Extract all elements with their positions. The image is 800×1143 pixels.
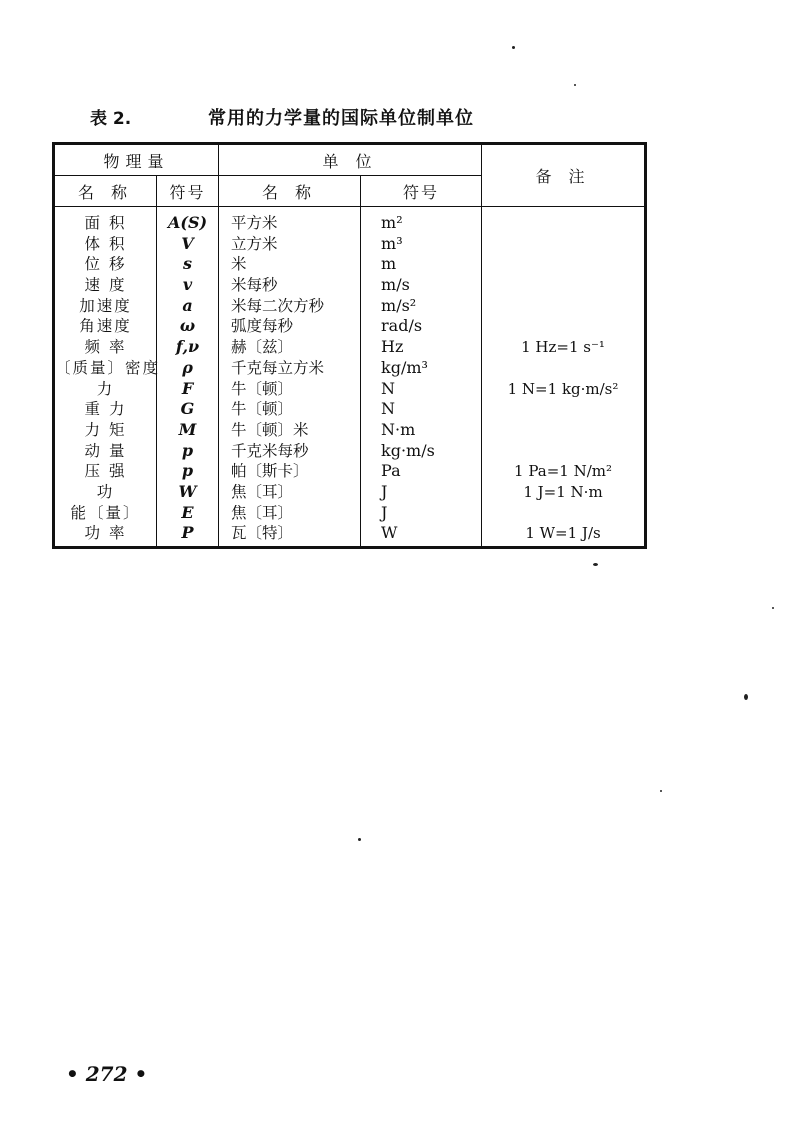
cell-quantity-symbol: ρ bbox=[182, 357, 193, 377]
cell-unit-name: 千克每立方米 bbox=[231, 358, 325, 377]
cell-unit-symbol: rad/s bbox=[381, 316, 423, 336]
cell-unit-symbol: N·m bbox=[381, 419, 416, 439]
cell-quantity-symbol: F bbox=[181, 378, 194, 398]
cell-quantity-symbol: v bbox=[182, 275, 193, 295]
scan-speck bbox=[744, 694, 748, 700]
column-unit-names bbox=[219, 207, 361, 548]
cell-quantity-name: 位 移 bbox=[84, 255, 127, 274]
cell-quantity-name: 压 强 bbox=[84, 462, 127, 481]
cell-note bbox=[482, 316, 644, 337]
cell-note bbox=[482, 503, 644, 524]
cell-quantity-name: 加速度 bbox=[79, 296, 132, 315]
cell-quantity-symbol: p bbox=[181, 461, 194, 481]
cell-quantity-symbol: E bbox=[181, 502, 194, 522]
scan-speck bbox=[512, 46, 515, 49]
cell-unit-name: 平方米 bbox=[231, 214, 278, 232]
cell-unit-symbol: m² bbox=[381, 213, 403, 232]
cell-quantity-name: 功 bbox=[96, 482, 115, 501]
cell-note: 1 J=1 N·m bbox=[523, 482, 603, 501]
scan-speck bbox=[772, 607, 774, 609]
cell-unit-name: 千克米每秒 bbox=[231, 441, 309, 460]
cell-unit-name: 赫〔兹〕 bbox=[231, 338, 294, 357]
cell-unit-name: 米每二次方秒 bbox=[231, 296, 325, 315]
cell-unit-symbol: N bbox=[381, 399, 396, 419]
cell-note bbox=[482, 275, 644, 296]
scan-speck bbox=[660, 790, 662, 792]
cell-quantity-symbol: p bbox=[181, 440, 194, 460]
cell-quantity-symbol: a bbox=[182, 295, 193, 315]
cell-unit-symbol: m³ bbox=[381, 233, 403, 253]
cell-quantity-name: 力 矩 bbox=[84, 420, 127, 439]
cell-quantity-symbol: ω bbox=[179, 316, 196, 336]
cell-quantity-symbol: f,ν bbox=[175, 337, 200, 357]
cell-unit-name: 焦〔耳〕 bbox=[231, 503, 294, 522]
column-unit-symbols bbox=[361, 207, 482, 548]
cell-quantity-name: 力 bbox=[96, 379, 115, 398]
cell-unit-name: 弧度每秒 bbox=[231, 317, 294, 336]
cell-note bbox=[482, 399, 644, 420]
cell-note: 1 Pa=1 N/m² bbox=[514, 462, 612, 481]
cell-quantity-name: 〔质量〕密度 bbox=[55, 358, 161, 377]
cell-note: 1 N=1 kg·m/s² bbox=[507, 379, 619, 398]
cell-quantity-symbol: G bbox=[180, 399, 195, 419]
header-unit-name: 名 称 bbox=[219, 176, 361, 207]
cell-quantity-symbol: P bbox=[181, 523, 194, 543]
cell-unit-symbol: m/s² bbox=[381, 295, 417, 315]
cell-unit-symbol: m bbox=[381, 254, 397, 274]
cell-quantity-symbol: A(S) bbox=[167, 213, 208, 232]
table-caption-label: 表 2. bbox=[90, 109, 132, 129]
cell-note bbox=[482, 254, 644, 275]
table-caption-title: 常用的力学量的国际单位制单位 bbox=[208, 108, 474, 129]
column-quantity-symbols bbox=[157, 207, 219, 548]
cell-unit-symbol: kg/m³ bbox=[381, 357, 428, 377]
cell-unit-symbol: N bbox=[381, 378, 396, 398]
cell-quantity-name: 速 度 bbox=[84, 276, 127, 295]
cell-quantity-name: 面 积 bbox=[84, 214, 127, 232]
cell-unit-name: 米每秒 bbox=[231, 276, 278, 295]
cell-unit-name: 牛〔顿〕米 bbox=[231, 420, 309, 439]
cell-quantity-symbol: W bbox=[178, 481, 197, 501]
cell-note bbox=[482, 296, 644, 317]
scan-speck bbox=[574, 84, 576, 86]
cell-quantity-symbol: V bbox=[181, 233, 194, 253]
cell-unit-name: 米 bbox=[231, 255, 247, 274]
cell-unit-name: 牛〔顿〕 bbox=[231, 400, 294, 419]
cell-quantity-symbol: M bbox=[178, 419, 197, 439]
cell-unit-name: 牛〔顿〕 bbox=[231, 379, 294, 398]
cell-unit-symbol: J bbox=[381, 481, 388, 501]
cell-quantity-name: 动 量 bbox=[84, 441, 127, 460]
cell-note bbox=[482, 234, 644, 255]
cell-note bbox=[482, 420, 644, 441]
cell-note bbox=[482, 441, 644, 462]
cell-quantity-name: 角速度 bbox=[79, 317, 132, 336]
header-unit: 单 位 bbox=[219, 144, 482, 176]
cell-unit-symbol: W bbox=[381, 523, 398, 543]
cell-unit-symbol: Hz bbox=[381, 337, 404, 357]
cell-quantity-symbol: s bbox=[183, 254, 193, 274]
cell-quantity-name: 功 率 bbox=[84, 524, 127, 543]
cell-unit-name: 帕〔斯卡〕 bbox=[231, 462, 309, 481]
header-unit-symbol: 符号 bbox=[361, 176, 482, 207]
cell-unit-name: 立方米 bbox=[231, 234, 278, 253]
cell-unit-symbol: J bbox=[381, 502, 388, 522]
scan-speck bbox=[593, 563, 598, 566]
cell-unit-symbol: Pa bbox=[381, 461, 401, 481]
cell-note: 1 Hz=1 s⁻¹ bbox=[521, 338, 605, 357]
cell-note bbox=[482, 358, 644, 379]
si-units-table bbox=[52, 142, 647, 549]
page-number: • 272 • bbox=[66, 1062, 148, 1086]
column-quantity-names bbox=[54, 207, 161, 548]
cell-quantity-name: 频 率 bbox=[84, 338, 127, 357]
cell-note bbox=[482, 213, 644, 234]
cell-quantity-name: 能〔量〕 bbox=[70, 503, 141, 522]
cell-quantity-name: 重 力 bbox=[84, 400, 127, 419]
header-notes: 备 注 bbox=[482, 144, 646, 207]
header-quantity: 物理量 bbox=[54, 144, 219, 176]
column-notes bbox=[482, 207, 646, 548]
cell-unit-name: 焦〔耳〕 bbox=[231, 482, 294, 501]
cell-unit-symbol: kg·m/s bbox=[381, 440, 435, 460]
header-quantity-symbol: 符号 bbox=[157, 176, 219, 207]
cell-note: 1 W=1 J/s bbox=[525, 524, 601, 543]
header-quantity-name: 名 称 bbox=[54, 176, 157, 207]
cell-unit-symbol: m/s bbox=[381, 275, 410, 295]
scan-speck bbox=[358, 838, 361, 841]
cell-unit-name: 瓦〔特〕 bbox=[231, 524, 294, 543]
cell-quantity-name: 体 积 bbox=[84, 234, 127, 253]
